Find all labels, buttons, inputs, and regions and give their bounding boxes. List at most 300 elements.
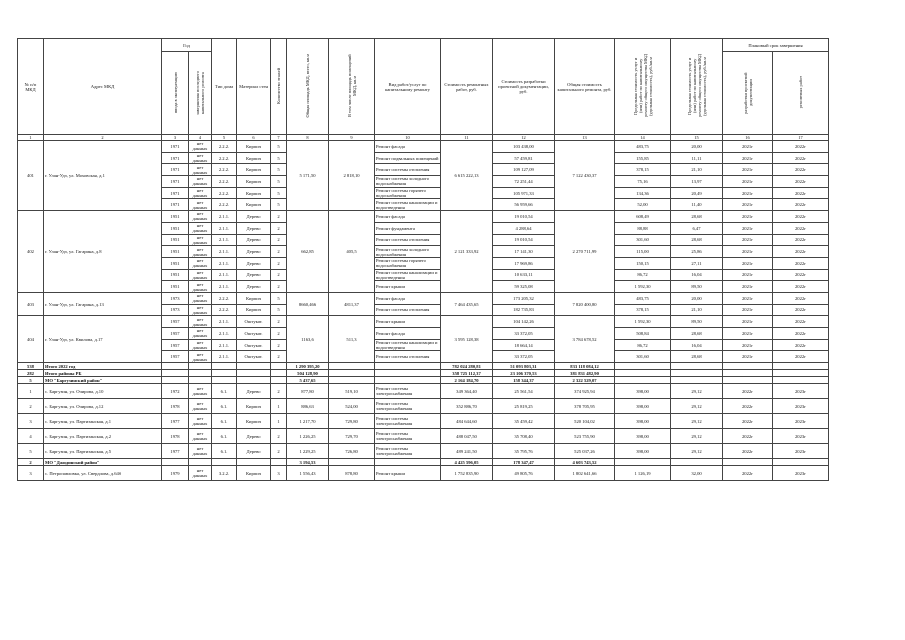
summary-label: МО "Джидинский район" xyxy=(44,459,162,466)
row-floors: 2 xyxy=(271,246,287,258)
row-work-type: Ремонт фасада xyxy=(375,141,441,153)
row-limit-cost: 301,60 xyxy=(615,234,671,246)
row-term-work: 2022г xyxy=(773,269,829,281)
row-wall-material: Дерево xyxy=(237,222,271,234)
row-limit-cost-2: 21,10 xyxy=(671,164,723,176)
row-design-cost: 109 127,09 xyxy=(493,164,555,176)
column-number: 16 xyxy=(723,135,773,141)
row-year: 1979 xyxy=(162,466,189,481)
row-work-type: Ремонт системы канализации и водоотведения xyxy=(375,199,441,211)
row-wall-material: Оштукат. xyxy=(237,351,271,363)
table-row xyxy=(18,141,829,153)
header-term-design: разработки проектной документации xyxy=(723,52,773,135)
header-living-area: В том числе площадь помещений МКД, кв.м xyxy=(329,39,375,135)
summary-empty xyxy=(212,377,237,384)
summary-empty xyxy=(723,459,773,466)
row-term-work: 2023г xyxy=(773,429,829,444)
row-limit-cost: 1 126,19 xyxy=(615,466,671,481)
row-work-type: Ремонт крыши xyxy=(375,281,441,293)
column-number: 1 xyxy=(18,135,44,141)
row-design-cost: 17 141,30 xyxy=(493,246,555,258)
row-term-design: 2021г xyxy=(723,328,773,340)
row-work-type: Ремонт фасада xyxy=(375,292,441,304)
row-year: 1973 xyxy=(162,304,189,316)
row-total-area: 1 226,25 xyxy=(287,429,329,444)
row-design-cost: 18 664,14 xyxy=(493,339,555,351)
column-number: 3 xyxy=(162,135,189,141)
row-limit-cost: 301,60 xyxy=(615,351,671,363)
summary-label: Итого районы РБ xyxy=(44,370,162,377)
row-repair-cost: 352 886,70 xyxy=(441,399,493,414)
row-limit-cost-2: 29,12 xyxy=(671,384,723,399)
row-house-type: 6.1. xyxy=(212,384,237,399)
row-term-design: 2021г xyxy=(723,246,773,258)
summary-empty xyxy=(271,459,287,466)
header-work-type: Вид работ/услуг по капитальному ремонту xyxy=(375,39,441,135)
row-year-repair: нет данных xyxy=(189,351,212,363)
row-limit-cost: 398,00 xyxy=(615,429,671,444)
row-year: 1951 xyxy=(162,281,189,293)
summary-number: 5 xyxy=(18,377,44,384)
row-term-design: 2021г xyxy=(723,176,773,188)
row-address: г. Улан-Удэ, ул. Гагарина, д.8 xyxy=(44,211,162,293)
summary-empty xyxy=(615,459,671,466)
row-year: 1971 xyxy=(162,152,189,164)
row-floors: 2 xyxy=(271,281,287,293)
header-limit-cost-2: Предельная стоимость услуг и (или) работ по капитальному ремонту общего имущества МКД (удельная стоимость), руб./кв.м xyxy=(671,39,723,135)
summary-empty xyxy=(162,370,189,377)
row-year-repair: нет данных xyxy=(189,222,212,234)
row-house-type: 6.1. xyxy=(212,414,237,429)
summary-design-cost: 158 344,37 xyxy=(493,377,555,384)
row-term-work: 2022г xyxy=(773,152,829,164)
row-work-type: Ремонт системы горячего водоснабжения xyxy=(375,257,441,269)
row-design-cost: 57 459,81 xyxy=(493,152,555,164)
row-wall-material: Кирпич xyxy=(237,141,271,153)
row-limit-cost: 398,00 xyxy=(615,444,671,459)
row-wall-material: Дерево xyxy=(237,246,271,258)
row-floors: 2 xyxy=(271,351,287,363)
row-design-cost: 35 795,76 xyxy=(493,444,555,459)
row-wall-material: Дерево xyxy=(237,444,271,459)
row-work-type: Ремонт фасада xyxy=(375,211,441,223)
row-term-work: 2022г xyxy=(773,164,829,176)
column-number: 8 xyxy=(287,135,329,141)
row-floors: 5 xyxy=(271,187,287,199)
row-address: с. Баргузин, ул. Партизанская, д.1 xyxy=(44,414,162,429)
row-house-type: 2.1.1. xyxy=(212,269,237,281)
row-limit-cost-2: 25,86 xyxy=(671,246,723,258)
row-term-work: 2022г xyxy=(773,199,829,211)
row-wall-material: Кирпич xyxy=(237,304,271,316)
row-total-cost: 520 104,02 xyxy=(555,414,615,429)
row-total-area: 662,85 xyxy=(287,211,329,293)
summary-number: 282 xyxy=(18,370,44,377)
row-year-repair: нет данных xyxy=(189,211,212,223)
row-term-design: 2021г xyxy=(723,269,773,281)
summary-empty xyxy=(375,363,441,370)
table-row xyxy=(18,399,829,414)
row-floors: 5 xyxy=(271,164,287,176)
summary-empty xyxy=(723,377,773,384)
row-limit-cost: 150,15 xyxy=(615,257,671,269)
row-house-type: 2.1.1. xyxy=(212,246,237,258)
column-number: 5 xyxy=(212,135,237,141)
row-limit-cost: 1 592,30 xyxy=(615,316,671,328)
row-repair-cost: 488 047,50 xyxy=(441,429,493,444)
row-year-repair: нет данных xyxy=(189,246,212,258)
row-number: 3 xyxy=(18,414,44,429)
row-limit-cost: 508,84 xyxy=(615,328,671,340)
row-design-cost: 19 010,54 xyxy=(493,234,555,246)
column-number: 10 xyxy=(375,135,441,141)
row-work-type: Ремонт системы электроснабжения xyxy=(375,429,441,444)
row-year: 1978 xyxy=(162,399,189,414)
row-term-design: 2022г xyxy=(723,384,773,399)
summary-empty xyxy=(773,370,829,377)
row-design-cost: 33 372,05 xyxy=(493,328,555,340)
row-wall-material: Кирпич xyxy=(237,399,271,414)
row-number: 402 xyxy=(18,211,44,293)
row-term-work: 2022г xyxy=(773,257,829,269)
summary-empty xyxy=(212,363,237,370)
row-year-repair: нет данных xyxy=(189,292,212,304)
row-wall-material: Дерево xyxy=(237,269,271,281)
row-design-cost: 35 459,42 xyxy=(493,414,555,429)
row-design-cost: 105 971,33 xyxy=(493,187,555,199)
row-work-type: Ремонт подвальных помещений xyxy=(375,152,441,164)
row-living-area: 729,80 xyxy=(329,414,375,429)
row-repair-cost: 484 644,60 xyxy=(441,414,493,429)
summary-empty xyxy=(271,377,287,384)
row-limit-cost: 1 592,30 xyxy=(615,281,671,293)
row-limit-cost: 75,16 xyxy=(615,176,671,188)
row-work-type: Ремонт фасада xyxy=(375,328,441,340)
summary-repair-cost: 4 425 596,05 xyxy=(441,459,493,466)
summary-empty xyxy=(329,363,375,370)
row-limit-cost-2: 28,68 xyxy=(671,328,723,340)
row-design-cost: 72 251,44 xyxy=(493,176,555,188)
row-limit-cost-2: 29,12 xyxy=(671,399,723,414)
column-number: 17 xyxy=(773,135,829,141)
row-term-work: 2023г xyxy=(773,414,829,429)
row-year: 1972 xyxy=(162,384,189,399)
table-row xyxy=(18,444,829,459)
row-design-cost: 17 969,86 xyxy=(493,257,555,269)
row-floors: 2 xyxy=(271,257,287,269)
row-design-cost: 19 010,54 xyxy=(493,211,555,223)
row-design-cost: 25 819,25 xyxy=(493,399,555,414)
row-year-repair: нет данных xyxy=(189,466,212,481)
table-row xyxy=(18,292,829,304)
row-wall-material: Дерево xyxy=(237,211,271,223)
row-year-repair: нет данных xyxy=(189,176,212,188)
table-row xyxy=(18,466,829,481)
row-total-area: 8660,466 xyxy=(287,292,329,315)
row-term-design: 2022г xyxy=(723,444,773,459)
table-row xyxy=(18,384,829,399)
row-floors: 1 xyxy=(271,414,287,429)
column-number: 4 xyxy=(189,135,212,141)
table-row xyxy=(18,211,829,223)
row-limit-cost: 86,72 xyxy=(615,339,671,351)
row-work-type: Ремонт крыши xyxy=(375,316,441,328)
column-number: 11 xyxy=(441,135,493,141)
row-house-type: 3.2.2. xyxy=(212,466,237,481)
row-limit-cost-2: 13,97 xyxy=(671,176,723,188)
summary-empty xyxy=(615,370,671,377)
row-floors: 2 xyxy=(271,269,287,281)
row-limit-cost-2: 11,11 xyxy=(671,152,723,164)
summary-empty xyxy=(671,363,723,370)
row-house-type: 2.1.1. xyxy=(212,351,237,363)
row-year: 1971 xyxy=(162,176,189,188)
row-house-type: 2.2.2. xyxy=(212,141,237,153)
row-limit-cost: 88,88 xyxy=(615,222,671,234)
row-year-repair: нет данных xyxy=(189,429,212,444)
row-year: 1978 xyxy=(162,429,189,444)
row-year: 1951 xyxy=(162,211,189,223)
row-limit-cost-2: 20,00 xyxy=(671,141,723,153)
row-term-design: 2021г xyxy=(723,304,773,316)
row-total-area: 877,80 xyxy=(287,384,329,399)
row-year-repair: нет данных xyxy=(189,414,212,429)
summary-empty xyxy=(237,363,271,370)
row-term-design: 2021г xyxy=(723,211,773,223)
row-repair-cost: 6 615 222,13 xyxy=(441,141,493,211)
row-limit-cost: 86,72 xyxy=(615,269,671,281)
row-number: 4 xyxy=(18,429,44,444)
row-wall-material: Кирпич xyxy=(237,199,271,211)
row-year: 1951 xyxy=(162,234,189,246)
row-house-type: 6.1. xyxy=(212,399,237,414)
header-house-type: Тип дома xyxy=(212,39,237,135)
row-total-area: 1 229,25 xyxy=(287,444,329,459)
table-body xyxy=(18,141,829,481)
row-limit-cost: 115,00 xyxy=(615,246,671,258)
row-term-design: 2021г xyxy=(723,351,773,363)
row-floors: 2 xyxy=(271,339,287,351)
row-house-type: 6.1. xyxy=(212,444,237,459)
row-limit-cost: 52,00 xyxy=(615,199,671,211)
row-work-type: Ремонт системы электроснабжения xyxy=(375,444,441,459)
row-design-cost: 33 372,05 xyxy=(493,351,555,363)
row-year-repair: нет данных xyxy=(189,281,212,293)
row-living-area: 511,3 xyxy=(329,316,375,363)
row-house-type: 6.1. xyxy=(212,429,237,444)
row-year-repair: нет данных xyxy=(189,304,212,316)
row-limit-cost: 134,36 xyxy=(615,187,671,199)
row-total-cost: 374 925,94 xyxy=(555,384,615,399)
row-floors: 5 xyxy=(271,152,287,164)
row-living-area: 2 818,10 xyxy=(329,141,375,211)
row-floors: 2 xyxy=(271,429,287,444)
row-repair-cost: 3 595 128,38 xyxy=(441,316,493,363)
row-wall-material: Оштукат. xyxy=(237,316,271,328)
column-number: 2 xyxy=(44,135,162,141)
row-limit-cost-2: 28,68 xyxy=(671,234,723,246)
summary-number: 538 xyxy=(18,363,44,370)
summary-empty xyxy=(189,370,212,377)
row-repair-cost: 349 364,40 xyxy=(441,384,493,399)
row-living-area: 405,5 xyxy=(329,211,375,293)
summary-empty xyxy=(615,363,671,370)
row-term-work: 2023г xyxy=(773,384,829,399)
row-year-repair: нет данных xyxy=(189,339,212,351)
row-term-work: 2022г xyxy=(773,176,829,188)
row-wall-material: Кирпич xyxy=(237,152,271,164)
row-total-area: 1 217,70 xyxy=(287,414,329,429)
summary-label: МО "Баргузинский район" xyxy=(44,377,162,384)
summary-row xyxy=(18,363,829,370)
row-number: 403 xyxy=(18,292,44,315)
row-house-type: 2.2.2. xyxy=(212,164,237,176)
summary-row xyxy=(18,459,829,466)
summary-empty xyxy=(671,377,723,384)
header-total-cost: Общая стоимость капитального ремонта, руб. xyxy=(555,39,615,135)
row-year-repair: нет данных xyxy=(189,152,212,164)
row-year: 1957 xyxy=(162,316,189,328)
row-wall-material: Дерево xyxy=(237,281,271,293)
row-wall-material: Кирпич xyxy=(237,414,271,429)
column-number: 15 xyxy=(671,135,723,141)
row-total-cost: 7 122 430,37 xyxy=(555,141,615,211)
summary-empty xyxy=(271,363,287,370)
header-floors: Количество этажей xyxy=(271,39,287,135)
row-work-type: Ремонт системы отопления xyxy=(375,304,441,316)
row-year-repair: нет данных xyxy=(189,328,212,340)
row-limit-cost-2: 28,68 xyxy=(671,211,723,223)
row-work-type: Ремонт системы электроснабжения xyxy=(375,384,441,399)
row-number: 5 xyxy=(18,444,44,459)
row-year: 1957 xyxy=(162,351,189,363)
summary-empty xyxy=(189,363,212,370)
row-limit-cost-2: 29,12 xyxy=(671,414,723,429)
row-year: 1971 xyxy=(162,164,189,176)
header-address: Адрес МКД xyxy=(44,39,162,135)
summary-empty xyxy=(271,370,287,377)
row-living-area: 4811,37 xyxy=(329,292,375,315)
row-total-area: 5 171,50 xyxy=(287,141,329,211)
row-floors: 5 xyxy=(271,199,287,211)
row-term-work: 2022г xyxy=(773,246,829,258)
summary-empty xyxy=(237,459,271,466)
row-wall-material: Дерево xyxy=(237,234,271,246)
summary-total-cost: 2 322 529,07 xyxy=(555,377,615,384)
row-term-design: 2021г xyxy=(723,292,773,304)
summary-empty xyxy=(212,459,237,466)
row-limit-cost-2: 21,10 xyxy=(671,304,723,316)
summary-total-area: 504 128,90 xyxy=(287,370,329,377)
row-floors: 2 xyxy=(271,316,287,328)
row-year: 1951 xyxy=(162,269,189,281)
row-limit-cost-2: 20,00 xyxy=(671,292,723,304)
row-number: 2 xyxy=(18,399,44,414)
row-term-design: 2021г xyxy=(723,152,773,164)
row-wall-material: Дерево xyxy=(237,429,271,444)
row-work-type: Ремонт системы электроснабжения xyxy=(375,399,441,414)
row-year-repair: нет данных xyxy=(189,164,212,176)
row-year-repair: нет данных xyxy=(189,269,212,281)
row-work-type: Ремонт системы холодного водоснабжения xyxy=(375,176,441,188)
summary-empty xyxy=(162,377,189,384)
header-limit-cost: Предельная стоимость услуг и (или) работ по капитальному ремонту общего имущества МКД (удельная стоимость), руб./кв.м xyxy=(615,39,671,135)
summary-row xyxy=(18,377,829,384)
row-repair-cost: 1 752 835,90 xyxy=(441,466,493,481)
row-design-cost: 49 805,76 xyxy=(493,466,555,481)
row-wall-material: Кирпич xyxy=(237,164,271,176)
repair-table xyxy=(17,38,829,481)
row-design-cost: 182 735,83 xyxy=(493,304,555,316)
row-address: с. Баргузин, ул. Партизанская, д.2 xyxy=(44,429,162,444)
row-house-type: 2.1.1. xyxy=(212,281,237,293)
summary-row xyxy=(18,370,829,377)
row-design-cost: 56 959,66 xyxy=(493,199,555,211)
row-year: 1971 xyxy=(162,141,189,153)
row-address: с. Петропавловка, ул. Свердлова, д.64б xyxy=(44,466,162,481)
summary-empty xyxy=(189,377,212,384)
row-total-cost: 523 755,90 xyxy=(555,429,615,444)
row-limit-cost-2: 27,11 xyxy=(671,257,723,269)
row-limit-cost: 608,49 xyxy=(615,211,671,223)
summary-empty xyxy=(723,370,773,377)
row-total-area: 1163,6 xyxy=(287,316,329,363)
row-address: г. Улан-Удэ, ул. Квилова, д.17 xyxy=(44,316,162,363)
row-limit-cost: 483,75 xyxy=(615,292,671,304)
row-year: 1971 xyxy=(162,199,189,211)
row-living-area: 524,00 xyxy=(329,399,375,414)
column-number: 14 xyxy=(615,135,671,141)
row-term-work: 2022г xyxy=(773,304,829,316)
header-year: Год xyxy=(162,39,212,52)
row-house-type: 2.1.1. xyxy=(212,328,237,340)
row-term-work: 2023г xyxy=(773,399,829,414)
row-term-work: 2022г xyxy=(773,351,829,363)
header-design-cost: Стоимость разработки проектной документации, руб. xyxy=(493,39,555,135)
row-work-type: Ремонт фундамента xyxy=(375,222,441,234)
header-term: Плановый срок завершения xyxy=(723,39,829,52)
row-term-work: 2022г xyxy=(773,187,829,199)
header-num: № п/п МКД xyxy=(18,39,44,135)
row-total-cost: 378 705,95 xyxy=(555,399,615,414)
row-limit-cost-2: 89,50 xyxy=(671,316,723,328)
row-floors: 5 xyxy=(271,176,287,188)
row-year-repair: нет данных xyxy=(189,384,212,399)
row-limit-cost: 378,15 xyxy=(615,304,671,316)
row-term-design: 2021г xyxy=(723,222,773,234)
row-limit-cost-2: 29,12 xyxy=(671,444,723,459)
row-term-work: 2022г xyxy=(773,211,829,223)
row-address: г. Улан-Удэ, ул. Гагарина, д.13 xyxy=(44,292,162,315)
row-year-repair: нет данных xyxy=(189,187,212,199)
row-design-cost: 173 205,32 xyxy=(493,292,555,304)
header-term-work: ремонтных работ xyxy=(773,52,829,135)
summary-empty xyxy=(773,363,829,370)
row-limit-cost: 155,85 xyxy=(615,152,671,164)
row-term-work: 2022г xyxy=(773,292,829,304)
row-number: 401 xyxy=(18,141,44,211)
row-house-type: 2.2.2. xyxy=(212,187,237,199)
summary-empty xyxy=(375,370,441,377)
row-total-cost: 3 784 678,52 xyxy=(555,316,615,363)
row-house-type: 2.1.1. xyxy=(212,316,237,328)
row-wall-material: Дерево xyxy=(237,257,271,269)
row-year: 1951 xyxy=(162,257,189,269)
column-number: 9 xyxy=(329,135,375,141)
row-year-repair: нет данных xyxy=(189,234,212,246)
row-house-type: 2.2.2. xyxy=(212,152,237,164)
row-term-work: 2022г xyxy=(773,339,829,351)
